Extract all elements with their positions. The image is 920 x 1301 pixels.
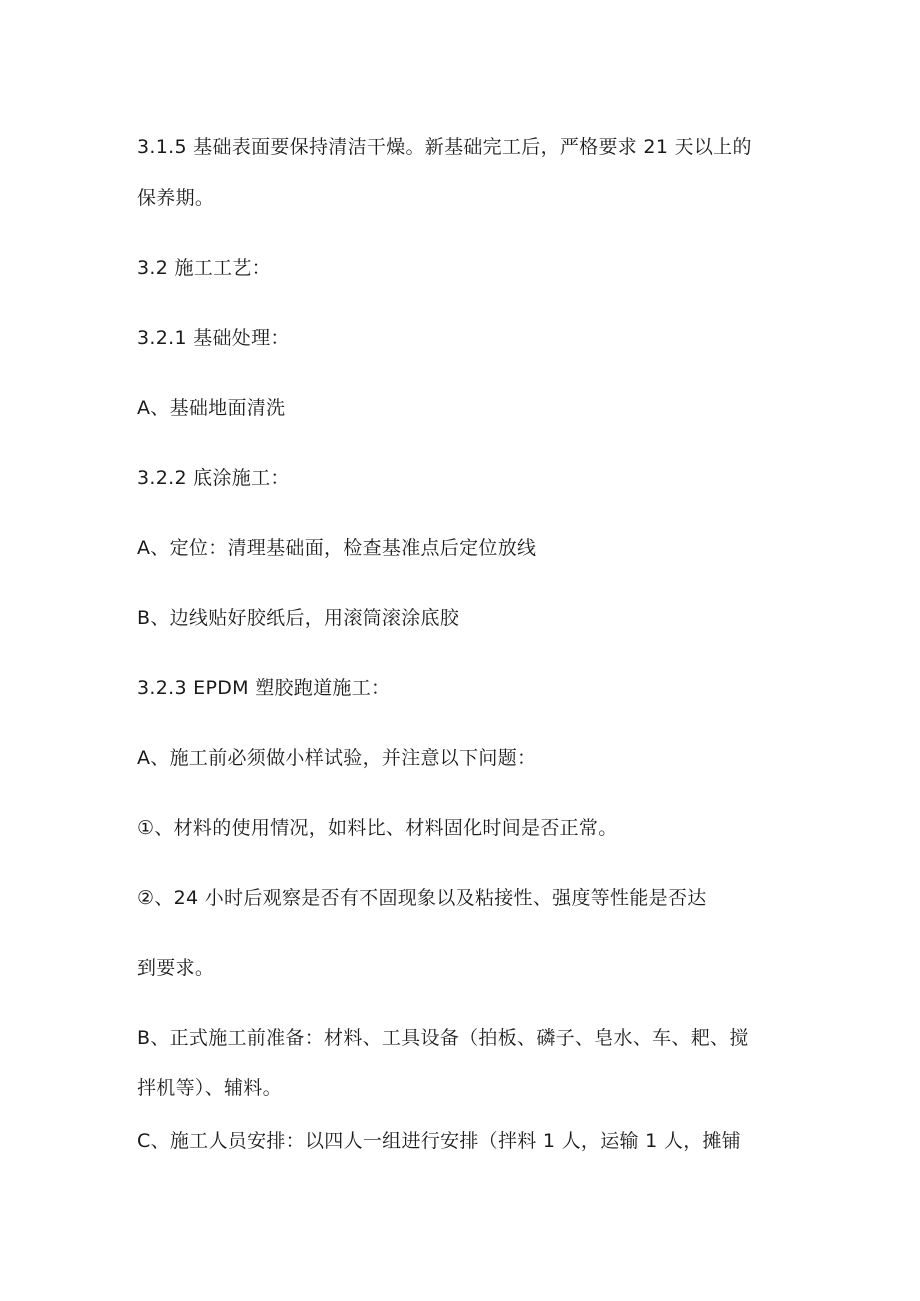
clause-3-2-3-item-c-line-1: C、施工人员安排：以四人一组进行安排（拌料 1 人，运输 1 人，摊铺 (137, 1130, 742, 1152)
clause-3-2-3-item-b-line-2: 拌机等）、辅料。 (137, 1077, 282, 1099)
clause-3-1-5-line-1: 3.1.5 基础表面要保持清洁干燥。新基础完工后，严格要求 21 天以上的 (137, 136, 752, 158)
section-3-2-heading: 3.2 施工工艺： (137, 257, 271, 279)
clause-3-2-1-item-a: A、基础地面清洗 (137, 397, 286, 419)
clause-3-2-3-item-a-1: ①、材料的使用情况，如料比、材料固化时间是否正常。 (137, 817, 618, 839)
clause-3-2-3-heading: 3.2.3 EPDM 塑胶跑道施工： (137, 677, 391, 699)
clause-3-2-2-item-b: B、边线贴好胶纸后，用滚筒滚涂底胶 (137, 607, 460, 629)
clause-3-2-2-item-a: A、定位：清理基础面，检查基准点后定位放线 (137, 537, 537, 559)
clause-3-2-3-item-a-2-line-2: 到要求。 (137, 957, 215, 979)
clause-3-1-5-line-2: 保养期。 (137, 187, 215, 209)
clause-3-2-2-heading: 3.2.2 底涂施工： (137, 467, 290, 489)
clause-3-2-3-item-a: A、施工前必须做小样试验，并注意以下问题： (137, 747, 537, 769)
clause-3-2-1-heading: 3.2.1 基础处理： (137, 327, 290, 349)
clause-3-2-3-item-b-line-1: B、正式施工前准备：材料、工具设备（拍板、磷子、皂水、车、耙、搅 (137, 1027, 749, 1049)
clause-3-2-3-item-a-2-line-1: ②、24 小时后观察是否有不固现象以及粘接性、强度等性能是否达 (137, 887, 707, 909)
